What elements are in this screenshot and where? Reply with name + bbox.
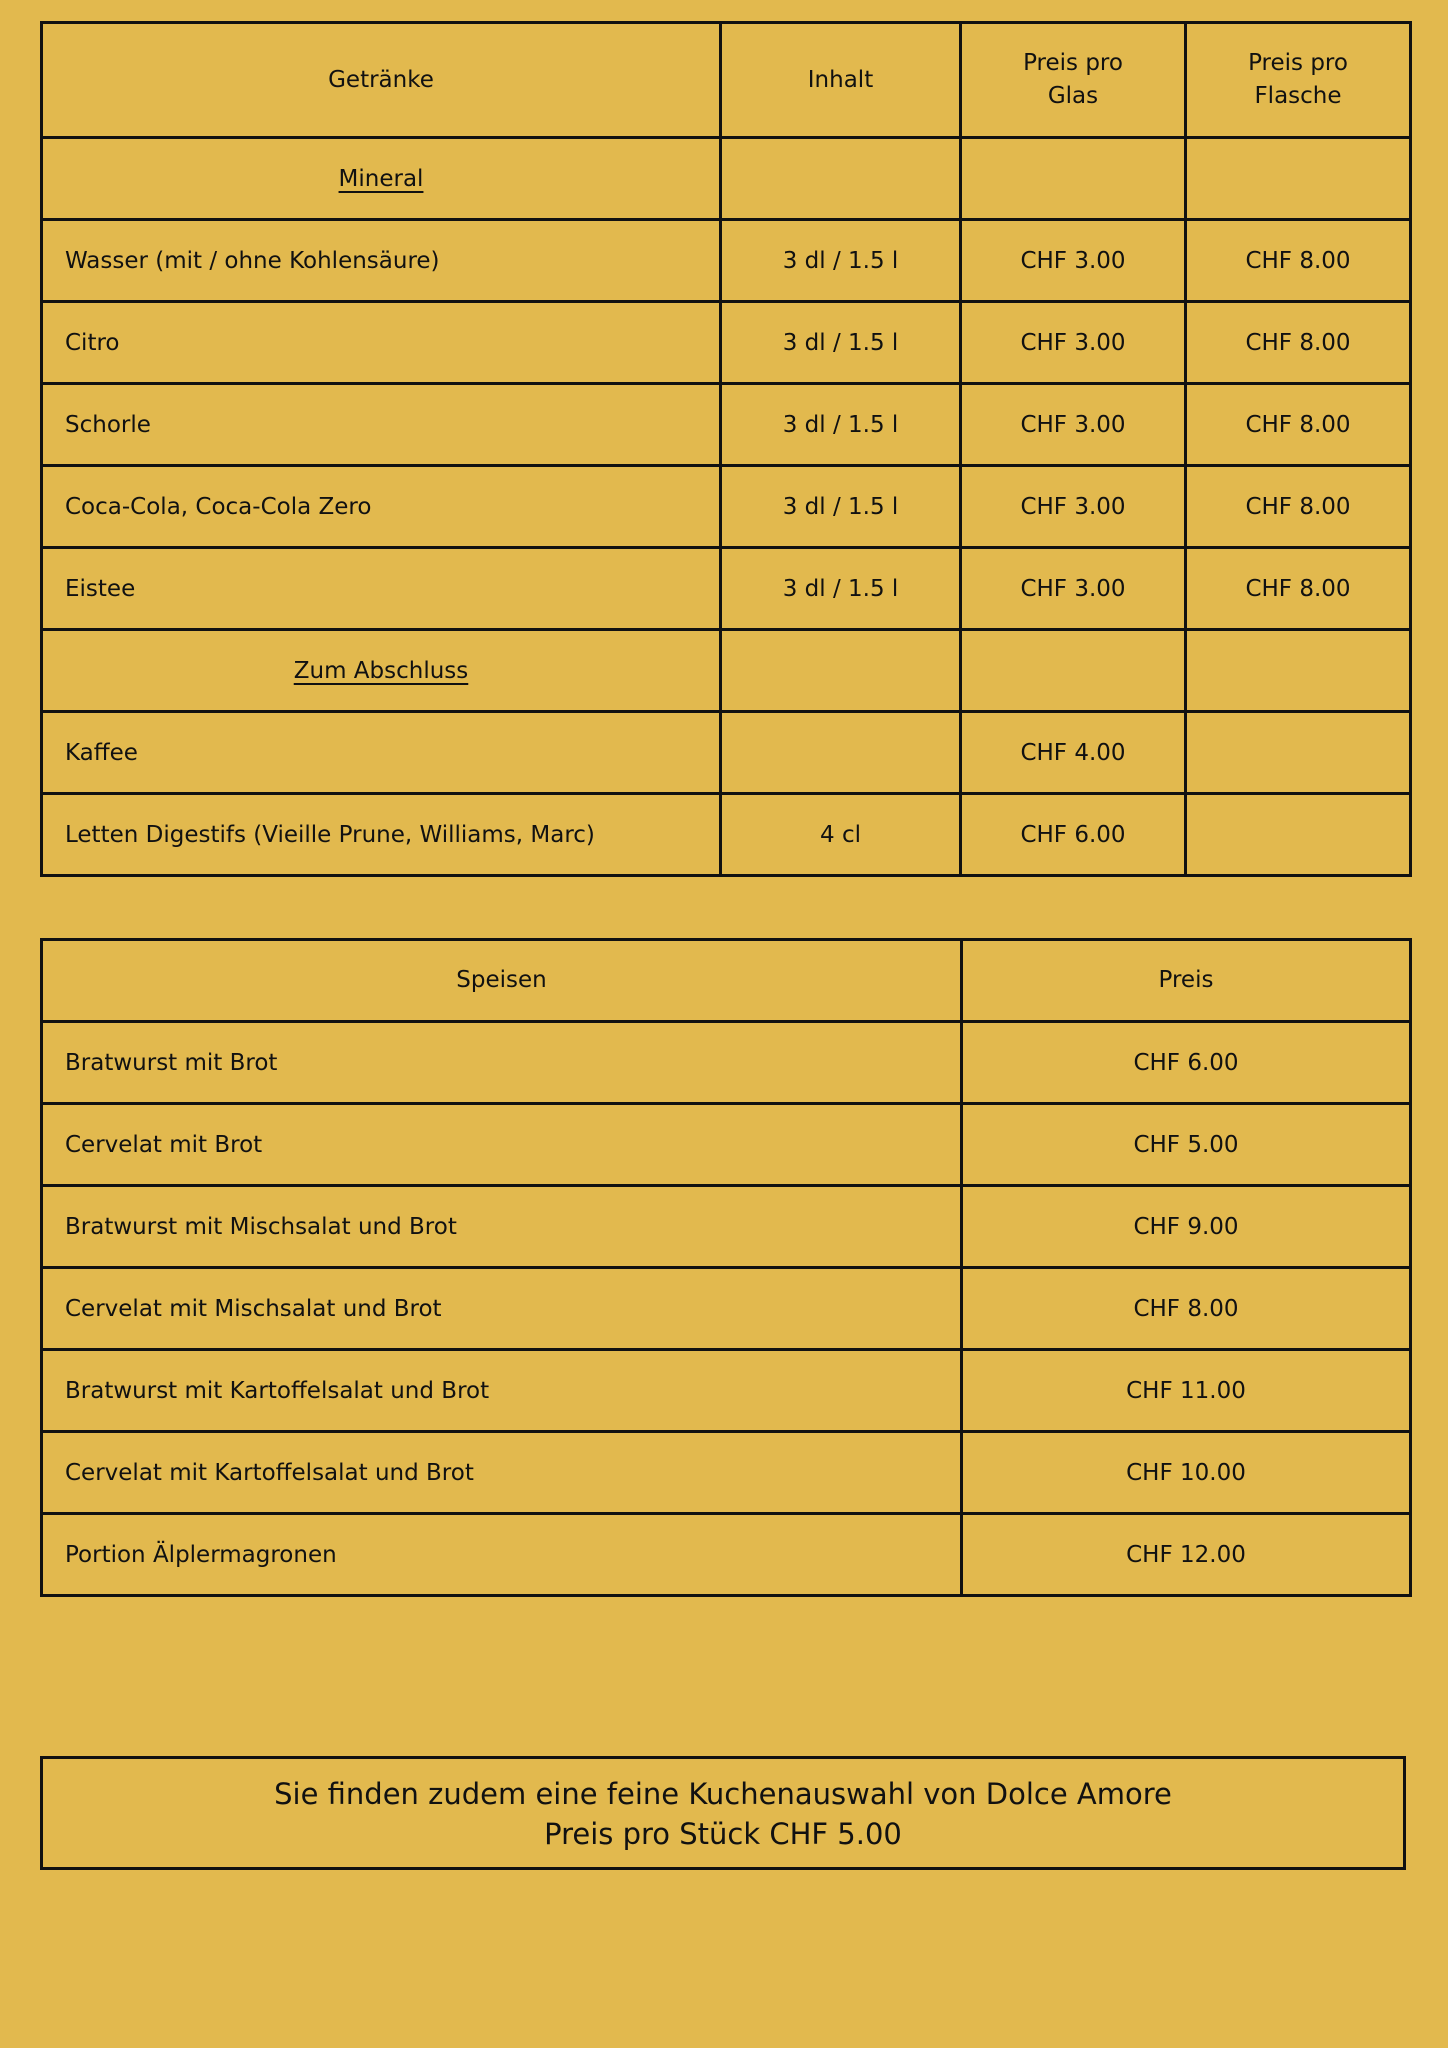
empty-cell [1186, 138, 1411, 220]
drink-content: 3 dl / 1.5 l [721, 384, 961, 466]
cake-notice-line2: Preis pro Stück CHF 5.00 [544, 1817, 902, 1851]
drinks-header-row [42, 23, 1411, 138]
food-price: CHF 5.00 [962, 1104, 1411, 1186]
drink-bottle-price: CHF 8.00 [1186, 220, 1411, 302]
table-row [42, 1104, 1411, 1186]
table-row [42, 1432, 1411, 1514]
section-heading-closing: Zum Abschluss [42, 630, 721, 712]
drink-content: 3 dl / 1.5 l [721, 548, 961, 630]
drink-name: Coca-Cola, Coca-Cola Zero [42, 466, 721, 548]
drink-glass-price: CHF 3.00 [961, 466, 1186, 548]
drinks-header-glass [961, 23, 1186, 138]
food-name: Bratwurst mit Kartoffelsalat und Brot [42, 1350, 962, 1432]
drinks-header-glass-line2: Glas [1047, 83, 1099, 109]
drink-bottle-price: CHF 8.00 [1186, 302, 1411, 384]
section-heading-mineral: Mineral [42, 138, 721, 220]
empty-cell [721, 630, 961, 712]
empty-cell [1186, 630, 1411, 712]
drink-bottle-price: CHF 8.00 [1186, 384, 1411, 466]
food-name: Cervelat mit Kartoffelsalat und Brot [42, 1432, 962, 1514]
cake-notice-line1: Sie finden zudem eine feine Kuchenauswahl von Dolce Amore [274, 1777, 1172, 1811]
table-row [42, 466, 1411, 548]
drink-glass-price: CHF 3.00 [961, 302, 1186, 384]
drink-name: Wasser (mit / ohne Kohlensäure) [42, 220, 721, 302]
drink-glass-price: CHF 4.00 [961, 712, 1186, 794]
food-name: Cervelat mit Mischsalat und Brot [42, 1268, 962, 1350]
drinks-header-content: Inhalt [721, 23, 961, 138]
drinks-header-bottle [1186, 23, 1411, 138]
table-row [42, 302, 1411, 384]
drink-glass-price: CHF 3.00 [961, 220, 1186, 302]
drink-name: Kaffee [42, 712, 721, 794]
food-name: Bratwurst mit Mischsalat und Brot [42, 1186, 962, 1268]
food-header-name: Speisen [42, 940, 962, 1022]
table-row [42, 384, 1411, 466]
drink-content: 3 dl / 1.5 l [721, 466, 961, 548]
drink-name: Eistee [42, 548, 721, 630]
food-price: CHF 12.00 [962, 1514, 1411, 1596]
table-row [42, 1514, 1411, 1596]
food-price: CHF 8.00 [962, 1268, 1411, 1350]
table-row [42, 220, 1411, 302]
table-row [42, 548, 1411, 630]
drink-name: Citro [42, 302, 721, 384]
drink-content: 3 dl / 1.5 l [721, 220, 961, 302]
drinks-header-bottle-line1: Preis pro [1248, 50, 1348, 76]
cake-notice-box [40, 1756, 1406, 1870]
food-table [40, 938, 1412, 1597]
empty-cell [961, 138, 1186, 220]
food-price: CHF 11.00 [962, 1350, 1411, 1432]
table-row [42, 1022, 1411, 1104]
section-row-mineral [42, 138, 1411, 220]
drink-glass-price: CHF 3.00 [961, 384, 1186, 466]
food-name: Cervelat mit Brot [42, 1104, 962, 1186]
drink-name: Schorle [42, 384, 721, 466]
drink-content: 4 cl [721, 794, 961, 876]
table-row [42, 1186, 1411, 1268]
drink-bottle-price [1186, 712, 1411, 794]
table-row [42, 794, 1411, 876]
drinks-header-name: Getränke [42, 23, 721, 138]
drinks-table [40, 21, 1412, 877]
food-price: CHF 6.00 [962, 1022, 1411, 1104]
food-name: Portion Älplermagronen [42, 1514, 962, 1596]
table-row [42, 712, 1411, 794]
food-price: CHF 9.00 [962, 1186, 1411, 1268]
drink-glass-price: CHF 6.00 [961, 794, 1186, 876]
food-header-row [42, 940, 1411, 1022]
empty-cell [721, 138, 961, 220]
section-row-closing [42, 630, 1411, 712]
drink-bottle-price: CHF 8.00 [1186, 548, 1411, 630]
table-row [42, 1350, 1411, 1432]
drinks-header-bottle-line2: Flasche [1254, 83, 1342, 109]
drink-glass-price: CHF 3.00 [961, 548, 1186, 630]
food-name: Bratwurst mit Brot [42, 1022, 962, 1104]
food-header-price: Preis [962, 940, 1411, 1022]
drink-content [721, 712, 961, 794]
drink-bottle-price: CHF 8.00 [1186, 466, 1411, 548]
drinks-header-glass-line1: Preis pro [1023, 50, 1123, 76]
table-row [42, 1268, 1411, 1350]
drink-content: 3 dl / 1.5 l [721, 302, 961, 384]
food-price: CHF 10.00 [962, 1432, 1411, 1514]
empty-cell [961, 630, 1186, 712]
drink-name: Letten Digestifs (Vieille Prune, Williams, Marc) [42, 794, 721, 876]
drink-bottle-price [1186, 794, 1411, 876]
